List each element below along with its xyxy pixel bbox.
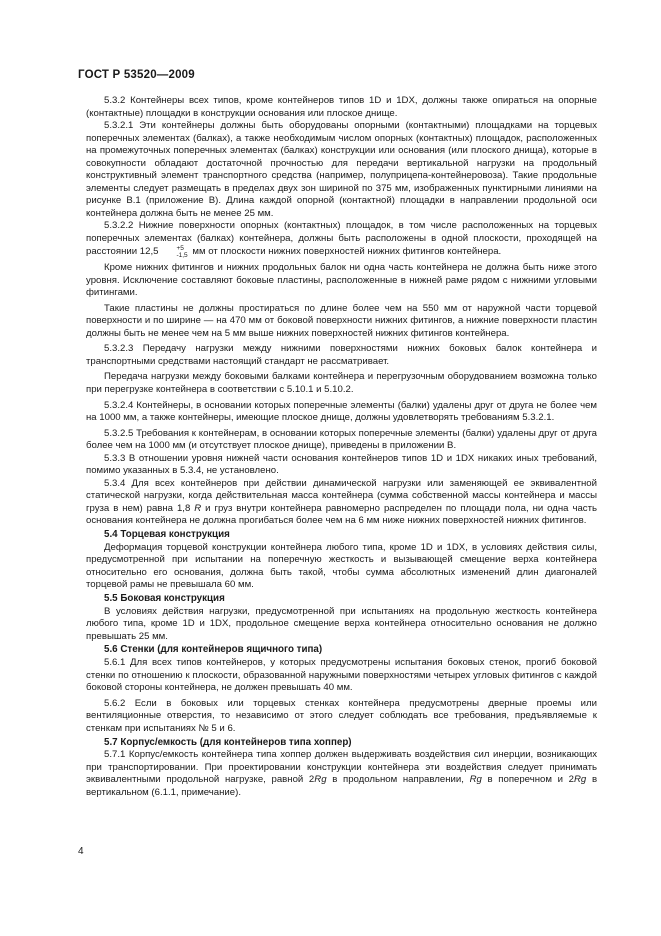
heading-5-5: 5.5 Боковая конструкция xyxy=(104,592,225,604)
paragraph-5-6-2: 5.6.2 Если в боковых или торцевых стенках контейнера предусмотрены дверные проемы или вентиляционные отверстия, то независимо от этого следует соблюдать все требования, предъявляемые к стенкам при испытаниях № 5 и 6. xyxy=(86,697,597,734)
paragraph-5-3-2: 5.3.2 Контейнеры всех типов, кроме контейнеров типов 1D и 1DX, должны также опираться на опорные (контактные) площадки в конструкции основания или плоское днище. xyxy=(86,95,597,119)
paragraph-5-7-1-text-d: в вертикальном (6.1.1, примечание). xyxy=(86,774,598,798)
paragraph-lower-level: Кроме нижних фитингов и нижних продольных балок ни одна часть контейнера не должна быть ниже этого уровня. Исключение составляют боковые пластины, расположенные в нижней раме рядом с нижними угловыми фитингами. xyxy=(86,262,597,299)
paragraph-5-4: Деформация торцевой конструкции контейнера любого типа, кроме 1D и 1DX, в условиях действия силы, предусмотренной при испытании на поперечную жесткость и вызывающей смещение верха контейнера относительно его основания, должна быть такой, чтобы сумма абсолютных изменений длин диагоналей торцевой рамы не превышала 60 мм. xyxy=(86,541,597,591)
tolerance-formula xyxy=(140,246,190,257)
paragraph-5-3-3: 5.3.3 В отношении уровня нижней части основания контейнеров типов 1D и 1DX никаких иных требований, помимо указанных в 5.3.4, не установлено. xyxy=(86,452,597,477)
paragraph-5-6-1: 5.6.1 Для всех типов контейнеров, у которых предусмотрены испытания боковых стенок, прогиб боковой стенки по отношению к плоскости, образованной наружными поверхностями четырех угловых фитингов с каждой боковой стороны контейнера, не должен превышать 40 мм. xyxy=(86,657,597,694)
symbol-rg-1: Rg xyxy=(314,774,327,786)
formula-lower: -1,5 xyxy=(176,251,188,259)
paragraph-5-3-2-2 xyxy=(86,220,597,259)
paragraph-5-3-2-2-text-b: мм от плоскости нижних поверхностей нижних фитингов контейнера. xyxy=(192,245,502,257)
heading-5-4: 5.4 Торцевая конструкция xyxy=(104,529,230,540)
paragraph-load-transfer: Передача нагрузки между боковыми балками контейнера и перегрузочным оборудованием возможна только при перегрузке контейнера в соответствии с 5.10.1 и 5.10.2. xyxy=(86,371,597,395)
symbol-r: R xyxy=(194,502,202,514)
paragraph-5-3-4-text-a: 5.3.4 Для всех контейнеров при действии динамической нагрузки или заменяющей ее эквивалентной статической нагрузки, когда действительная масса контейнера (сумма собственной массы контейнера и массы груза в нем) равна 1,8 xyxy=(86,477,597,514)
symbol-rg-3: Rg xyxy=(573,774,587,786)
paragraph-5-3-4 xyxy=(86,478,597,528)
paragraph-5-7-1-text-a: 5.7.1 Корпус/емкость контейнера типа хоппер должен выдерживать воздействия сил инерции, возникающих при транспортировании. При проектировании конструкции контейнера эти воздействия следует принимать эквивалентными продольной нагрузке, равной 2 xyxy=(86,749,597,786)
paragraph-5-3-4-text-b: и груз внутри контейнера равномерно распределен по площади пола, ни одна часть основания контейнера не должна прогибаться более чем на 6 мм ниже нижних поверхностей нижних фитингов. xyxy=(86,502,597,527)
paragraph-5-7-1 xyxy=(86,749,597,799)
paragraph-5-3-2-3: 5.3.2.3 Передачу нагрузки между нижними поверхностями нижних боковых балок контейнера и транспортными средствами настоящий стандарт не рассматривает. xyxy=(86,343,597,367)
document-body xyxy=(86,95,597,799)
formula-upper: +5 xyxy=(176,245,184,253)
page-header: ГОСТ Р 53520—2009 xyxy=(78,69,195,81)
paragraph-5-3-2-5: 5.3.2.5 Требования к контейнерам, в основании которых поперечные элементы (балки) удалены друг от друга более чем на 1000 мм (и отсутствует плоское днище), приведены в приложении В. xyxy=(86,427,597,452)
formula-base: 12,5 xyxy=(139,245,159,257)
paragraph-5-7-1-text-c: в поперечном и 2 xyxy=(487,774,574,786)
paragraph-plates: Такие пластины не должны простираться по длине более чем на 550 мм от наружной части торцевой поверхности и по ширине — на 470 мм от боковой поверхности нижних фитингов, а нижние поверхности пластин должны быть не менее чем на 5 мм выше нижних поверхностей нижних фитингов контейнера. xyxy=(86,302,597,339)
formula-tolerance xyxy=(158,246,187,259)
paragraph-5-3-2-1: 5.3.2.1 Эти контейнеры должны быть оборудованы опорными (контактными) площадками на торцевых поперечных элементах (балках), а также необходимым числом опорных (контактных) площадок, расположенных на промежуточных поперечных элементах (балках) конструкции или основания (или плоского днища), которые в совокупности обладают достаточной прочностью для передачи вертикальной нагрузки на продольный конструктивный элемент транспортного средства (например, полуприцепа-контейнеровоза). Такие продольные элементы следует размещать в пределах двух зон шириной по 375 мм, изображенных пунктирными линиями на рисунке В.1 (приложение В). Длина каждой опорной (контактной) площадки в направлении продольной оси контейнера должна быть не менее 25 мм. xyxy=(86,120,597,219)
paragraph-5-7-1-text-b: в продольном направлении, xyxy=(332,774,464,786)
heading-5-6: 5.6 Стенки (для контейнеров ящичного типа) xyxy=(104,644,323,656)
page-number: 4 xyxy=(78,846,84,857)
paragraph-5-3-2-2-text-a: 5.3.2.2 Нижние поверхности опорных (контактных) площадок, в том числе расположенных на торцевых поперечных элементах (балках) контейнера, должны быть расположены в одной плоскости, проходящей на расстоянии xyxy=(86,220,597,257)
paragraph-5-5: В условиях действия нагрузки, предусмотренной при испытаниях на продольную жесткость контейнера любого типа, кроме 1D и 1DX, продольное смещение верха контейнера относительно основания не должно превышать 25 мм. xyxy=(86,605,597,642)
symbol-rg-2: Rg xyxy=(469,774,482,786)
paragraph-5-3-2-4: 5.3.2.4 Контейнеры, в основании которых поперечные элементы (балки) удалены друг от друга не более чем на 1000 мм, а также контейнеры, имеющие плоское днище, должны удовлетворять требованиям 5.3.2.1. xyxy=(86,399,597,424)
heading-5-7: 5.7 Корпус/емкость (для контейнеров типа хоппер) xyxy=(104,736,352,748)
